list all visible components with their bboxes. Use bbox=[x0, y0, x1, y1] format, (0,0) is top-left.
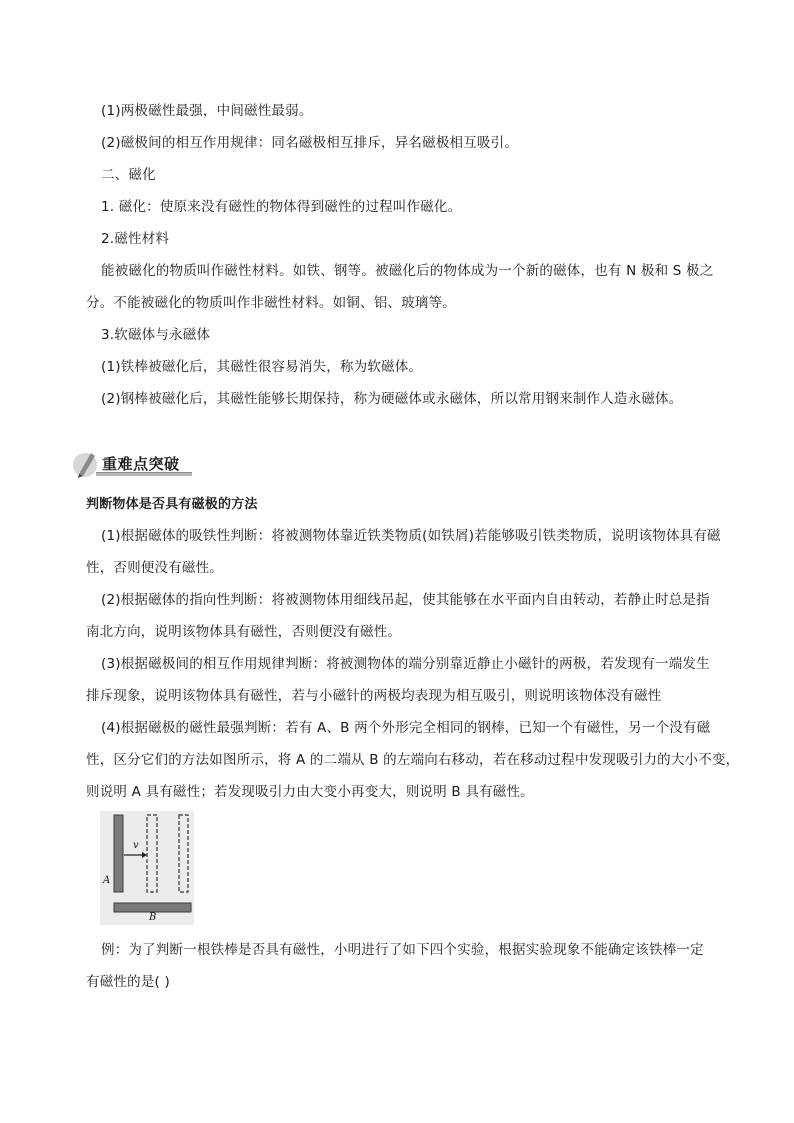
label-a: A bbox=[103, 875, 111, 886]
bar-a bbox=[114, 815, 123, 892]
magnet-figure bbox=[100, 811, 194, 925]
text-line: (1)根据磁体的吸铁性判断：将被测物体靠近铁类物质(如铁屑)若能够吸引铁类物质，说明该物体具有磁 bbox=[101, 528, 721, 544]
label-v: v bbox=[133, 840, 139, 851]
text-line: (2)磁极间的相互作用规律：同名磁极相互排斥，异名磁极相互吸引。 bbox=[101, 135, 519, 151]
example-question: 例：为了判断一根铁棒是否具有磁性，小明进行了如下四个实验，根据实验现象不能确定该铁棒一定 bbox=[101, 942, 704, 958]
text-line: 1. 磁化：使原来没有磁性的物体得到磁性的过程叫作磁化。 bbox=[101, 199, 462, 215]
section-heading: 二、磁化 bbox=[101, 167, 156, 183]
example-question: 有磁性的是( ) bbox=[86, 974, 170, 990]
banner-title: 重难点突破 bbox=[102, 455, 180, 473]
text-line: (2)钢棒被磁化后，其磁性能够长期保持，称为硬磁体或永磁体，所以常用钢来制作人造永磁体。 bbox=[101, 391, 683, 407]
text-line: (4)根据磁极的磁性最强判断：若有 A、B 两个外形完全相同的钢棒，已知一个有磁性，另一个没有磁 bbox=[101, 720, 711, 736]
subheading: 3.软磁体与永磁体 bbox=[101, 327, 211, 343]
text-line: 性，否则便没有磁性。 bbox=[86, 560, 223, 576]
section-title: 判断物体是否具有磁极的方法 bbox=[86, 497, 258, 512]
text-line: 排斥现象，说明该物体具有磁性，若与小磁针的两极均表现为相互吸引，则说明该物体没有磁性 bbox=[86, 688, 662, 704]
text-line: 南北方向，说明该物体具有磁性，否则便没有磁性。 bbox=[86, 624, 402, 640]
text-line: (2)根据磁体的指向性判断：将被测物体用细线吊起，使其能够在水平面内自由转动，若静止时总是指 bbox=[101, 592, 710, 608]
subheading: 2.磁性材料 bbox=[101, 231, 170, 247]
bar-b bbox=[114, 903, 191, 912]
text-line: 能被磁化的物质叫作磁性材料。如铁、钢等。被磁化后的物体成为一个新的磁体，也有 N 极和 S 极之 bbox=[101, 263, 714, 279]
text-line: 则说明 A 具有磁性；若发现吸引力由大变小再变大，则说明 B 具有磁性。 bbox=[86, 784, 534, 800]
label-b: B bbox=[149, 912, 157, 923]
text-line: (3)根据磁极间的相互作用规律判断：将被测物体的端分别靠近静止小磁针的两极，若发现有一端发生 bbox=[101, 656, 710, 672]
text-line: (1)铁棒被磁化后，其磁性很容易消失，称为软磁体。 bbox=[101, 359, 423, 375]
text-line: 性，区分它们的方法如图所示，将 A 的二端从 B 的左端向右移动，若在移动过程中发现吸引力的大小不变， bbox=[86, 752, 740, 768]
text-line: 分。不能被磁化的物质叫作非磁性材料。如铜、铝、玻璃等。 bbox=[86, 295, 456, 311]
text-line: (1)两极磁性最强，中间磁性最弱。 bbox=[101, 103, 313, 119]
section-banner bbox=[70, 449, 200, 479]
